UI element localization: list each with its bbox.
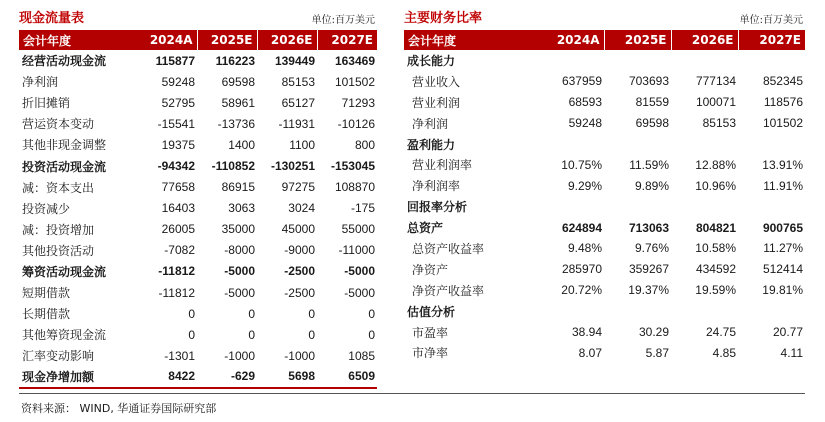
column-header-fiscal-year: 会计年度 [23,33,72,48]
cell-value: 163469 [334,53,375,68]
row-label: 长期借款 [22,307,71,322]
column-header-2024a: 2024A [556,33,600,47]
row-label: 短期借款 [22,286,71,301]
cash-flow-unit: 单位:百万美元 [311,15,375,26]
cell-value: -175 [350,201,375,216]
cell-value: 852345 [762,74,803,89]
row-label: 总资产收益率 [412,241,485,256]
table-row [19,261,377,282]
table-row [404,92,805,113]
cell-value [604,134,671,155]
cell-value: 804821 [695,220,736,235]
row-label: 回报率分析 [407,200,468,215]
table-row [404,134,805,155]
cell-value [537,301,604,322]
cell-value: 10.75% [561,157,602,172]
cell-value: 0 [308,327,315,342]
table-row [19,92,377,113]
row-label: 经营活动现金流 [22,54,107,69]
cell-value: 0 [308,306,315,321]
cell-value: -7082 [164,243,195,258]
cell-value [671,301,738,322]
cell-value: 0 [188,327,195,342]
cell-value: 8422 [137,366,197,387]
table-row [19,366,377,387]
cell-value: -1301 [164,348,195,363]
cell-value: 0 [248,327,255,342]
cell-value: -5000 [224,285,255,300]
cell-value: 108870 [334,180,375,195]
source-note: 资料来源： WIND, 华通证券国际研究部 [21,402,217,415]
cash-flow-header [19,8,377,30]
cell-value: 11.27% [763,241,803,256]
cash-flow-statement [19,8,377,389]
cell-value: 101502 [762,116,803,131]
table-row [19,71,377,92]
cell-value: -11000 [338,243,375,258]
cell-value: 512414 [762,262,803,277]
cell-value: 20.77 [772,325,803,340]
cell-value: 100071 [695,95,736,110]
ratios-unit: 单位:百万美元 [739,15,803,26]
cell-value: 9.29% [567,178,602,193]
cell-value: 19.81% [762,283,803,298]
row-label: 其他投资活动 [22,243,95,258]
cell-value: 58961 [221,95,255,110]
cell-value: 5698 [257,366,317,387]
cell-value: 4.11 [780,345,803,360]
cell-value: -110852 [211,159,255,174]
cash-flow-table-body [19,50,377,388]
cell-value: 68593 [568,95,602,110]
cell-value: -5000 [344,264,375,279]
cell-value: 118576 [763,95,803,110]
row-label: 减：资本支出 [22,180,95,195]
row-label: 市盈率 [412,325,449,340]
table-row [19,134,377,155]
cell-value: 713063 [628,220,669,235]
cell-value: 24.75 [705,325,736,340]
cell-value: 900765 [762,220,803,235]
cell-value: 55000 [341,222,375,237]
cell-value: 3024 [288,201,315,216]
table-row [19,177,377,198]
cell-value: 1400 [228,137,255,152]
ratios-header [404,8,805,30]
cell-value: 19.37% [628,283,669,298]
row-label: 成长能力 [407,53,456,68]
cell-value: 45000 [281,222,315,237]
cell-value [604,196,671,217]
cash-flow-table [19,30,377,389]
row-label: 净资产收益率 [412,283,485,298]
row-label: 其他非现金调整 [22,138,107,153]
cell-value: 8.07 [578,345,602,360]
row-label: 估值分析 [407,304,456,319]
cell-value: -94342 [157,159,195,174]
cell-value: -11812 [158,264,195,279]
cell-value: 116223 [215,53,255,68]
ratios-title: 主要财务比率 [404,11,483,26]
cell-value: -9000 [284,243,315,258]
cell-value [537,50,604,71]
cell-value: 69598 [221,74,255,89]
cell-value: 1100 [289,137,315,152]
row-label: 净利润 [22,75,59,90]
cell-value: 71293 [341,95,375,110]
footer-divider [19,393,805,394]
cell-value [604,301,671,322]
cell-value [738,50,805,71]
column-header-2027e: 2027E [317,30,377,50]
table-row [19,345,377,366]
cell-value: -15541 [157,116,195,131]
row-label: 营业利润率 [412,158,473,173]
cell-value [738,196,805,217]
cell-value: -13736 [217,116,255,131]
cell-value: 16403 [161,201,195,216]
cell-value: 85153 [281,74,315,89]
row-label: 盈利能力 [407,137,456,152]
column-header-2024a: 2024A [149,33,193,47]
table-row [404,238,805,259]
cell-value: 35000 [221,222,255,237]
table-row [404,196,805,217]
table-row [404,280,805,301]
row-label: 投资活动现金流 [22,159,107,174]
row-label: 营业利润 [412,95,461,110]
row-label: 总资产 [407,221,444,236]
cell-value: 59248 [161,74,195,89]
cell-value [738,134,805,155]
cell-value: 115877 [155,53,195,68]
cell-value: 9.48% [567,241,602,256]
table-row [404,322,805,343]
cell-value: 0 [248,306,255,321]
table-row [19,324,377,345]
table-row [404,301,805,322]
ratios-table-body [404,50,805,363]
cash-flow-column-header-row [19,30,377,50]
cell-value [537,134,604,155]
cell-value: 800 [354,137,375,152]
cell-value: 359267 [628,262,669,277]
column-header-2026e: 2026E [257,30,317,50]
cell-value: 703693 [628,74,669,89]
table-row [404,175,805,196]
cell-value [671,50,738,71]
cash-flow-title: 现金流量表 [19,11,85,26]
table-row [404,71,805,92]
cell-value [537,196,604,217]
cell-value: 139449 [274,53,315,68]
row-label: 营业收入 [412,74,461,89]
column-header-fiscal-year: 会计年度 [408,33,457,48]
cell-value [671,196,738,217]
cell-value: 26005 [161,222,195,237]
row-label: 营运资本变动 [22,117,95,132]
cell-value: 0 [368,327,375,342]
cell-value: 59248 [568,116,602,131]
cell-value: -1000 [224,348,255,363]
cell-value: 101502 [334,74,375,89]
cell-value: 19.59% [695,283,736,298]
cell-value: 637959 [561,74,602,89]
table-row [19,303,377,324]
cell-value: 38.94 [571,325,602,340]
ratios-column-header-row [404,30,805,50]
row-label: 现金净增加额 [19,366,137,387]
cell-value: -1000 [284,348,315,363]
table-row [19,198,377,219]
cell-value: 4.85 [712,345,736,360]
table-row [19,219,377,240]
cell-value: -130251 [270,159,315,174]
cell-value: 12.88% [695,157,736,172]
ratios-table [404,30,805,363]
cell-value: 19375 [161,137,195,152]
cell-value: 624894 [561,220,602,235]
cell-value: 0 [188,306,195,321]
table-row [404,342,805,363]
table-row [19,155,377,176]
row-label: 其他筹资现金流 [22,328,107,343]
row-label: 净利润率 [412,179,461,194]
cell-value: -10126 [337,116,375,131]
cell-value: 69598 [635,116,669,131]
cell-value [604,50,671,71]
table-row [404,217,805,238]
cell-value: 77658 [161,180,195,195]
cell-value: 97275 [281,180,315,195]
row-label: 减：投资增加 [22,222,95,237]
table-row [404,154,805,175]
cell-value: 5.87 [645,345,669,360]
cell-value [671,134,738,155]
column-header-2025e: 2025E [604,30,671,50]
column-header-2025e: 2025E [197,30,257,50]
row-label: 市净率 [412,346,449,361]
cell-value: 81559 [635,95,669,110]
cell-value: -153045 [330,159,375,174]
row-label: 投资减少 [22,201,71,216]
cell-value: 10.58% [695,241,736,256]
column-header-2027e: 2027E [738,30,805,50]
cell-value: 9.76% [634,241,669,256]
cell-value: -5000 [344,285,375,300]
cell-value: 11.59% [629,157,669,172]
cell-value: 1085 [348,348,375,363]
table-row [19,240,377,261]
cell-value: 65127 [281,95,315,110]
cell-value: 30.29 [638,325,669,340]
cell-value: -629 [197,366,257,387]
cell-value: -2500 [284,264,315,279]
cell-value: -11931 [278,116,315,131]
cell-value: 285970 [561,262,602,277]
row-label: 折旧摊销 [22,96,71,111]
column-header-2026e: 2026E [671,30,738,50]
table-row [19,282,377,303]
cell-value: 11.91% [763,178,803,193]
row-label: 筹资活动现金流 [22,264,107,279]
row-label: 净资产 [412,262,449,277]
table-row [404,50,805,71]
cell-value: 0 [368,306,375,321]
cell-value: 3063 [228,201,255,216]
cell-value: -2500 [284,285,315,300]
table-row [404,113,805,134]
table-row [19,50,377,71]
cell-value: -5000 [224,264,255,279]
cell-value: 52795 [161,95,195,110]
cell-value: 20.72% [561,283,602,298]
cell-value: 13.91% [762,157,803,172]
cell-value [738,301,805,322]
cell-value: 434592 [695,262,736,277]
financial-ratios [404,8,805,363]
cell-value: 6509 [317,366,377,387]
table-row [19,113,377,134]
cell-value: 777134 [695,74,736,89]
cell-value: -8000 [224,243,255,258]
cell-value: 86915 [221,180,255,195]
cell-value: -11812 [158,285,195,300]
cell-value: 9.89% [634,178,669,193]
cell-value: 10.96% [695,178,736,193]
row-label: 净利润 [412,116,449,131]
table-row [404,259,805,280]
cell-value: 85153 [702,116,736,131]
row-label: 汇率变动影响 [22,349,95,364]
